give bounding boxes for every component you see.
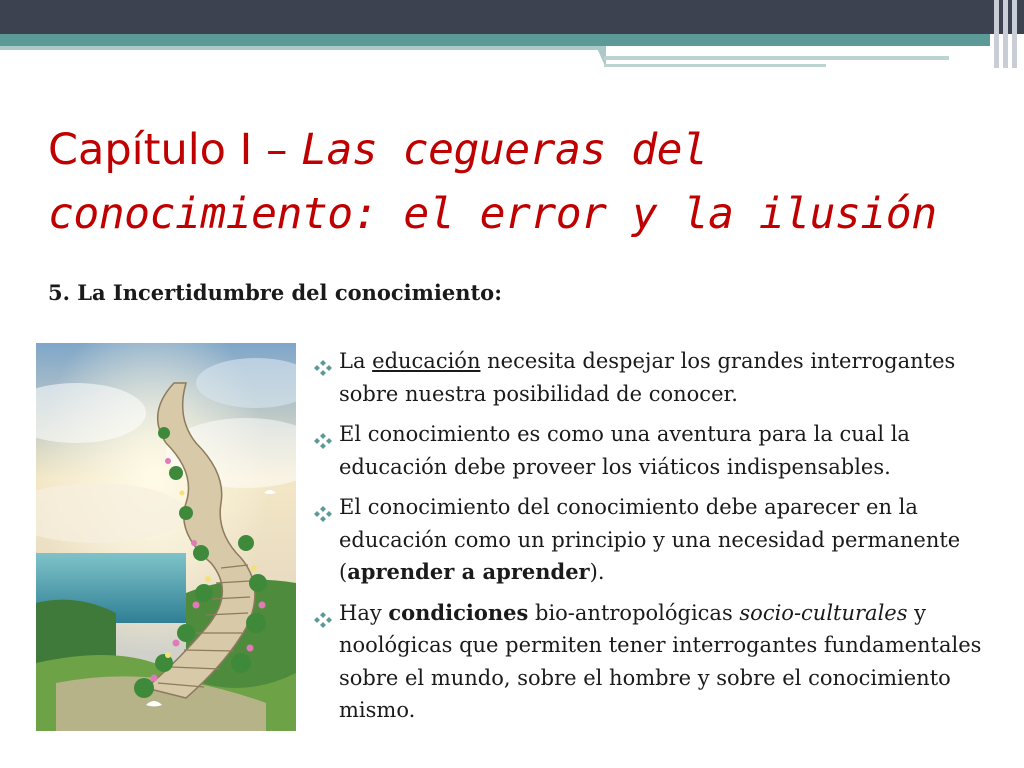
four-diamond-bullet-icon (312, 605, 334, 621)
bullet-text: ). (589, 560, 605, 584)
header-light-stripe (0, 46, 600, 50)
section-subtitle: 5. La Incertidumbre del conocimiento: (48, 280, 502, 305)
bullet-text: y noológicas que permiten tener interrogantes fundamentales sobre el mundo, sobre el hombre y sobre el conocimiento mismo. (339, 600, 982, 722)
header-edge-line (994, 0, 999, 68)
header-teal-stripe (0, 34, 990, 46)
four-diamond-bullet-icon (312, 353, 334, 369)
header-edge-line (1012, 0, 1017, 68)
header-thin-line (604, 56, 949, 60)
header-edge-line (1003, 0, 1008, 68)
bullet-list (312, 345, 1002, 735)
list-item (312, 418, 1002, 483)
bullet-bold: condiciones (388, 599, 529, 625)
title-prefix: Capítulo I – (48, 125, 302, 175)
list-item (312, 597, 1002, 727)
bullet-italic: socio-culturales (739, 600, 908, 625)
bullet-text: El conocimiento es como una aventura para la cual la educación debe proveer los viáticos indispensables. (339, 422, 910, 479)
header-dark-bar (0, 0, 1024, 34)
title-italic: Las cegueras del conocimiento: el error y la ilusión (48, 125, 937, 239)
four-diamond-bullet-icon (312, 499, 334, 515)
bullet-underlined: educación (372, 349, 481, 373)
list-item (312, 491, 1002, 589)
slide-title (48, 118, 1008, 246)
list-item (312, 345, 1002, 410)
bullet-text: La (339, 349, 373, 373)
bullet-text: El conocimiento del conocimiento debe aparecer en la educación como un principio y una necesidad permanente ( (339, 495, 961, 584)
header-thin-line-short (604, 64, 826, 67)
bullet-bold: aprender a aprender (347, 559, 590, 584)
bullet-text: necesita despejar los grandes interrogantes sobre nuestra posibilidad de conocer. (339, 349, 956, 406)
four-diamond-bullet-icon (312, 426, 334, 442)
stairway-illustration (36, 343, 296, 731)
bullet-text: Hay (339, 600, 389, 625)
bullet-text: bio-antropológicas (528, 600, 740, 625)
